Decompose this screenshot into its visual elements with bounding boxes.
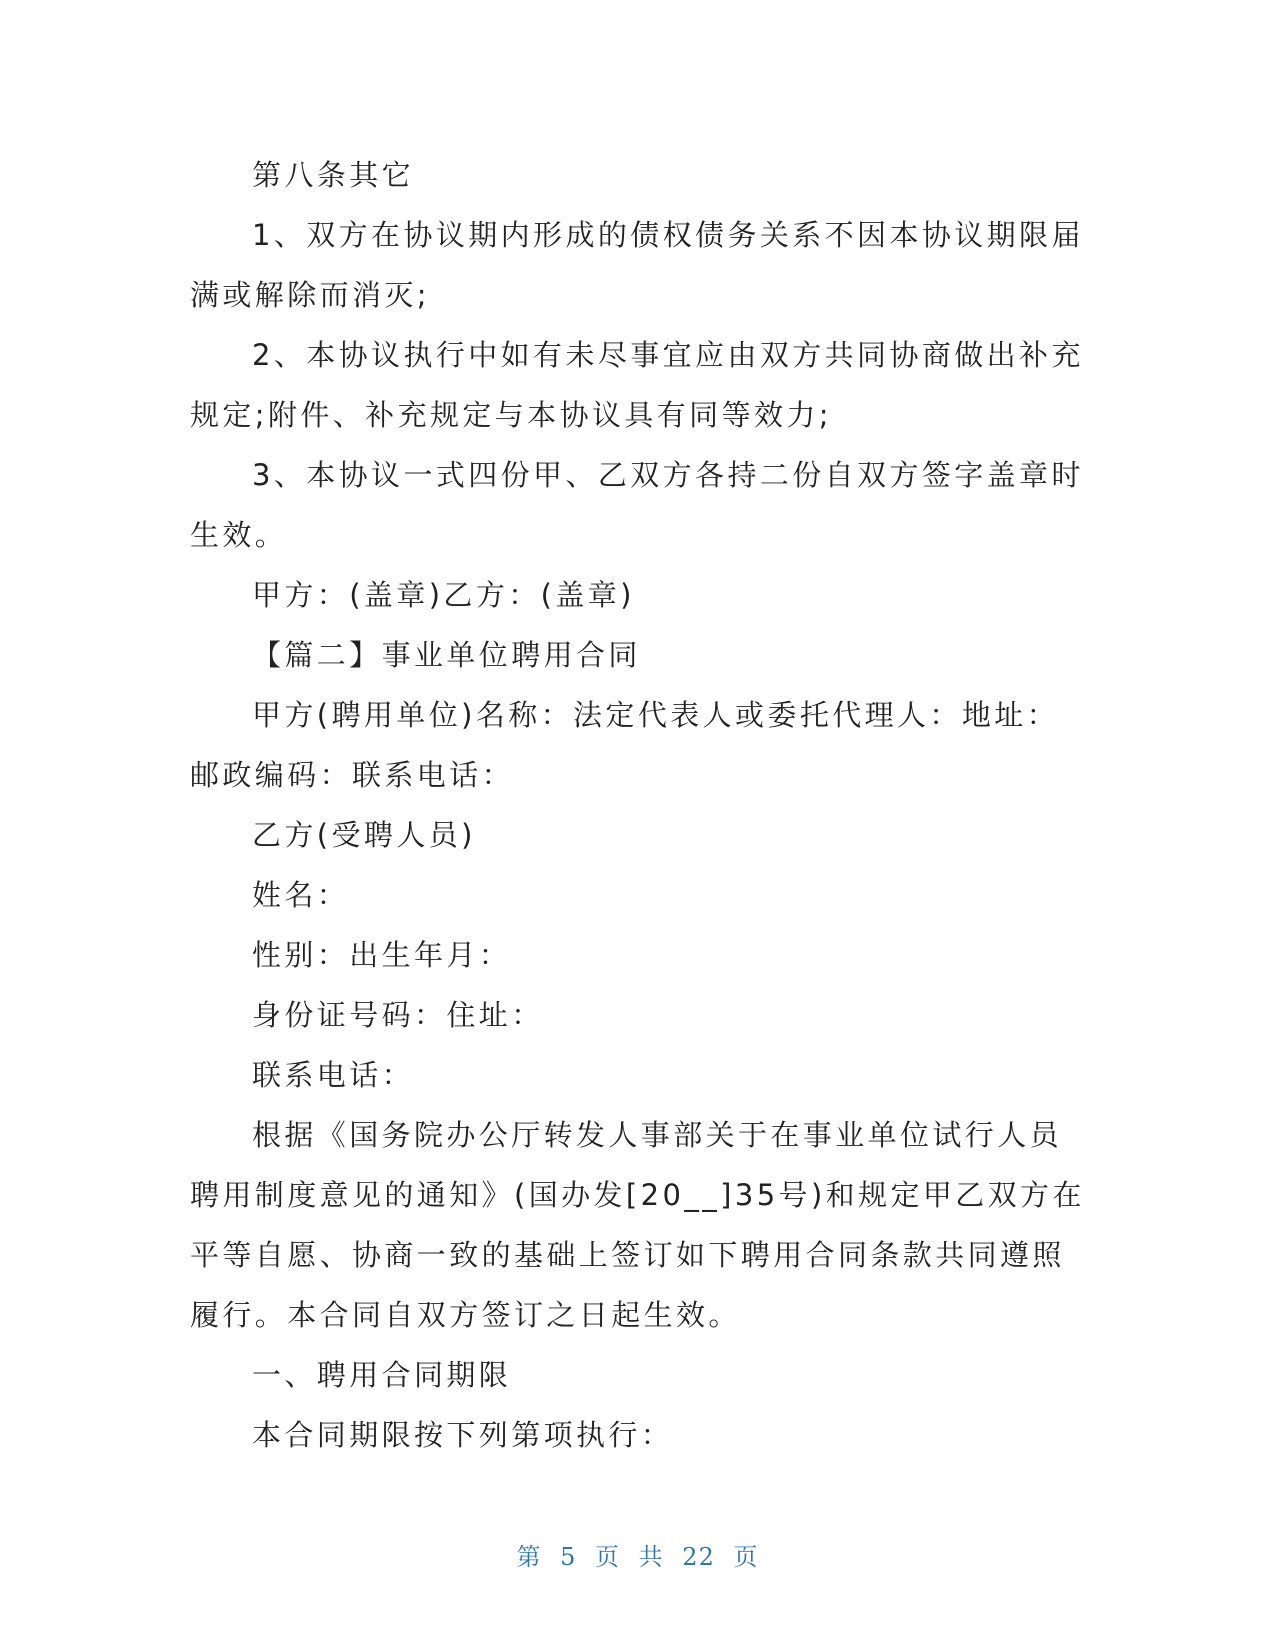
party-a-info: 甲方(聘用单位)名称：法定代表人或委托代理人：地址：邮政编码：联系电话： [190,698,1060,792]
section-heading-article-8: 第八条其它 [252,158,415,192]
field-phone: 联系电话： [252,1058,415,1092]
clause-2: 2、本协议执行中如有未尽事宜应由双方共同协商做出补充规定;附件、补充规定与本协议具有同等效力; [190,338,1084,432]
field-gender-birth: 性别：出生年月： [252,938,512,972]
party-b-heading: 乙方(受聘人员) [252,818,476,852]
section-heading-term: 一、聘用合同期限 [252,1358,512,1392]
clause-3: 3、本协议一式四份甲、乙双方各持二份自双方签字盖章时生效。 [190,458,1084,552]
chapter-title: 【篇二】事业单位聘用合同 [252,638,641,672]
term-intro: 本合同期限按下列第项执行： [252,1418,674,1452]
clause-1: 1、双方在协议期内形成的债权债务关系不因本协议期限届满或解除而消灭; [190,218,1084,312]
document-body [190,145,1085,1465]
page-footer: 第 5 页 共 22 页 [516,1543,759,1571]
preamble: 根据《国务院办公厅转发人事部关于在事业单位试行人员聘用制度意见的通知》(国办发[20__]35号)和规定甲乙双方在平等自愿、协商一致的基础上签订如下聘用合同条款共同遵照履行。本合同自双方签订之日起生效。 [190,1118,1085,1332]
signature-line: 甲方：(盖章)乙方：(盖章) [252,578,635,612]
field-id-address: 身份证号码：住址： [252,998,544,1032]
field-name: 姓名： [252,878,350,912]
